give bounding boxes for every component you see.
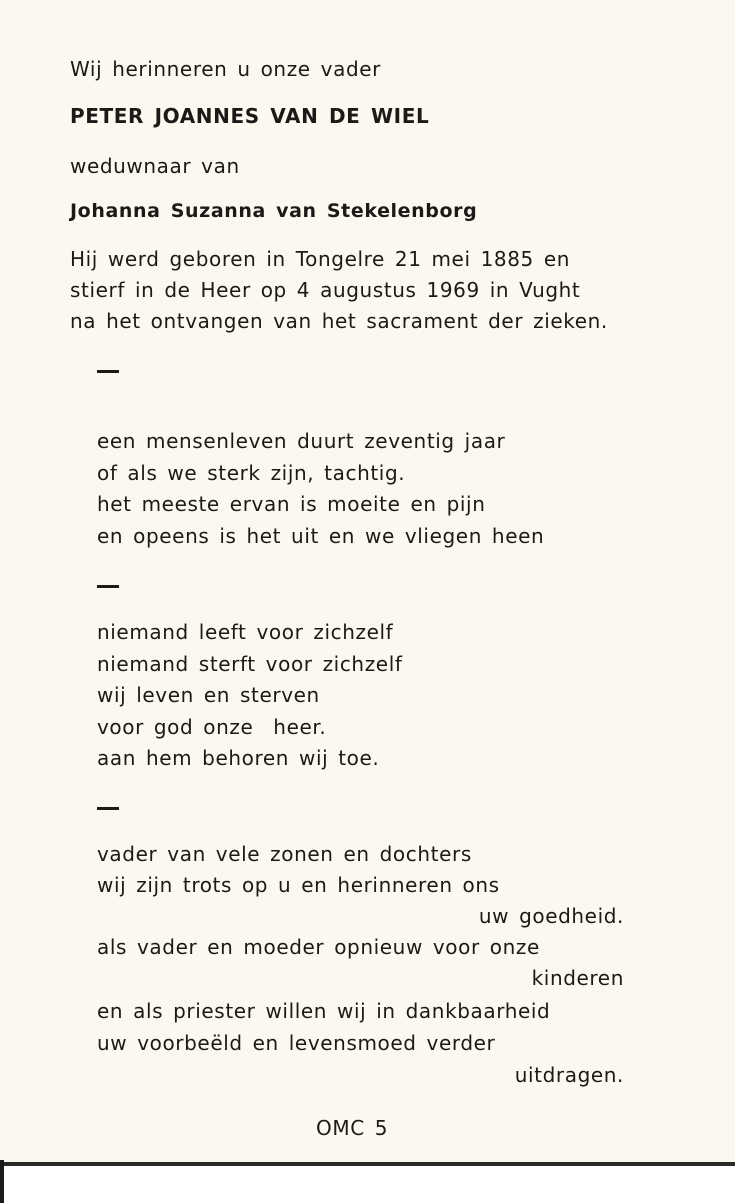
separator-dash xyxy=(97,585,119,588)
poem-line: uitdragen. xyxy=(514,1063,624,1087)
poem-line: uw voorbeëld en levensmoed verder xyxy=(97,1031,496,1055)
deceased-name: PETER JOANNES VAN DE WIEL xyxy=(70,104,430,128)
bio-line: Hij werd geboren in Tongelre 21 mei 1885 en xyxy=(70,247,571,271)
spouse-name: Johanna Suzanna van Stekelenborg xyxy=(70,200,478,222)
poem-line: kinderen xyxy=(531,966,624,990)
poem-line: wij zijn trots op u en herinneren ons xyxy=(97,873,500,897)
poem-line: aan hem behoren wij toe. xyxy=(97,746,380,770)
separator-dash xyxy=(97,370,119,373)
poem-line: en als priester willen wij in dankbaarheid xyxy=(97,999,551,1023)
poem-line: vader van vele zonen en dochters xyxy=(97,842,472,866)
separator-dash xyxy=(97,807,119,810)
poem-line: of als we sterk zijn, tachtig. xyxy=(97,461,406,485)
bio-line: na het ontvangen van het sacrament der zieken. xyxy=(70,309,608,333)
poem-line: wij leven en sterven xyxy=(97,683,320,707)
printer-code: OMC 5 xyxy=(316,1116,389,1140)
poem-line: als vader en moeder opnieuw voor onze xyxy=(97,935,540,959)
bio-line: stierf in de Heer op 4 augustus 1969 in Vught xyxy=(70,278,581,302)
poem-line: niemand leeft voor zichzelf xyxy=(97,620,394,644)
poem-line: een mensenleven duurt zeventig jaar xyxy=(97,429,506,453)
poem-line: niemand sterft voor zichzelf xyxy=(97,652,403,676)
status-text: weduwnaar van xyxy=(70,154,240,178)
poem-line: en opeens is het uit en we vliegen heen xyxy=(97,524,545,548)
poem-line: voor god onze heer. xyxy=(97,715,327,739)
background-edge xyxy=(0,1160,4,1203)
poem-line: het meeste ervan is moeite en pijn xyxy=(97,492,486,516)
intro-text: Wij herinneren u onze vader xyxy=(70,57,381,81)
poem-line: uw goedheid. xyxy=(478,904,624,928)
